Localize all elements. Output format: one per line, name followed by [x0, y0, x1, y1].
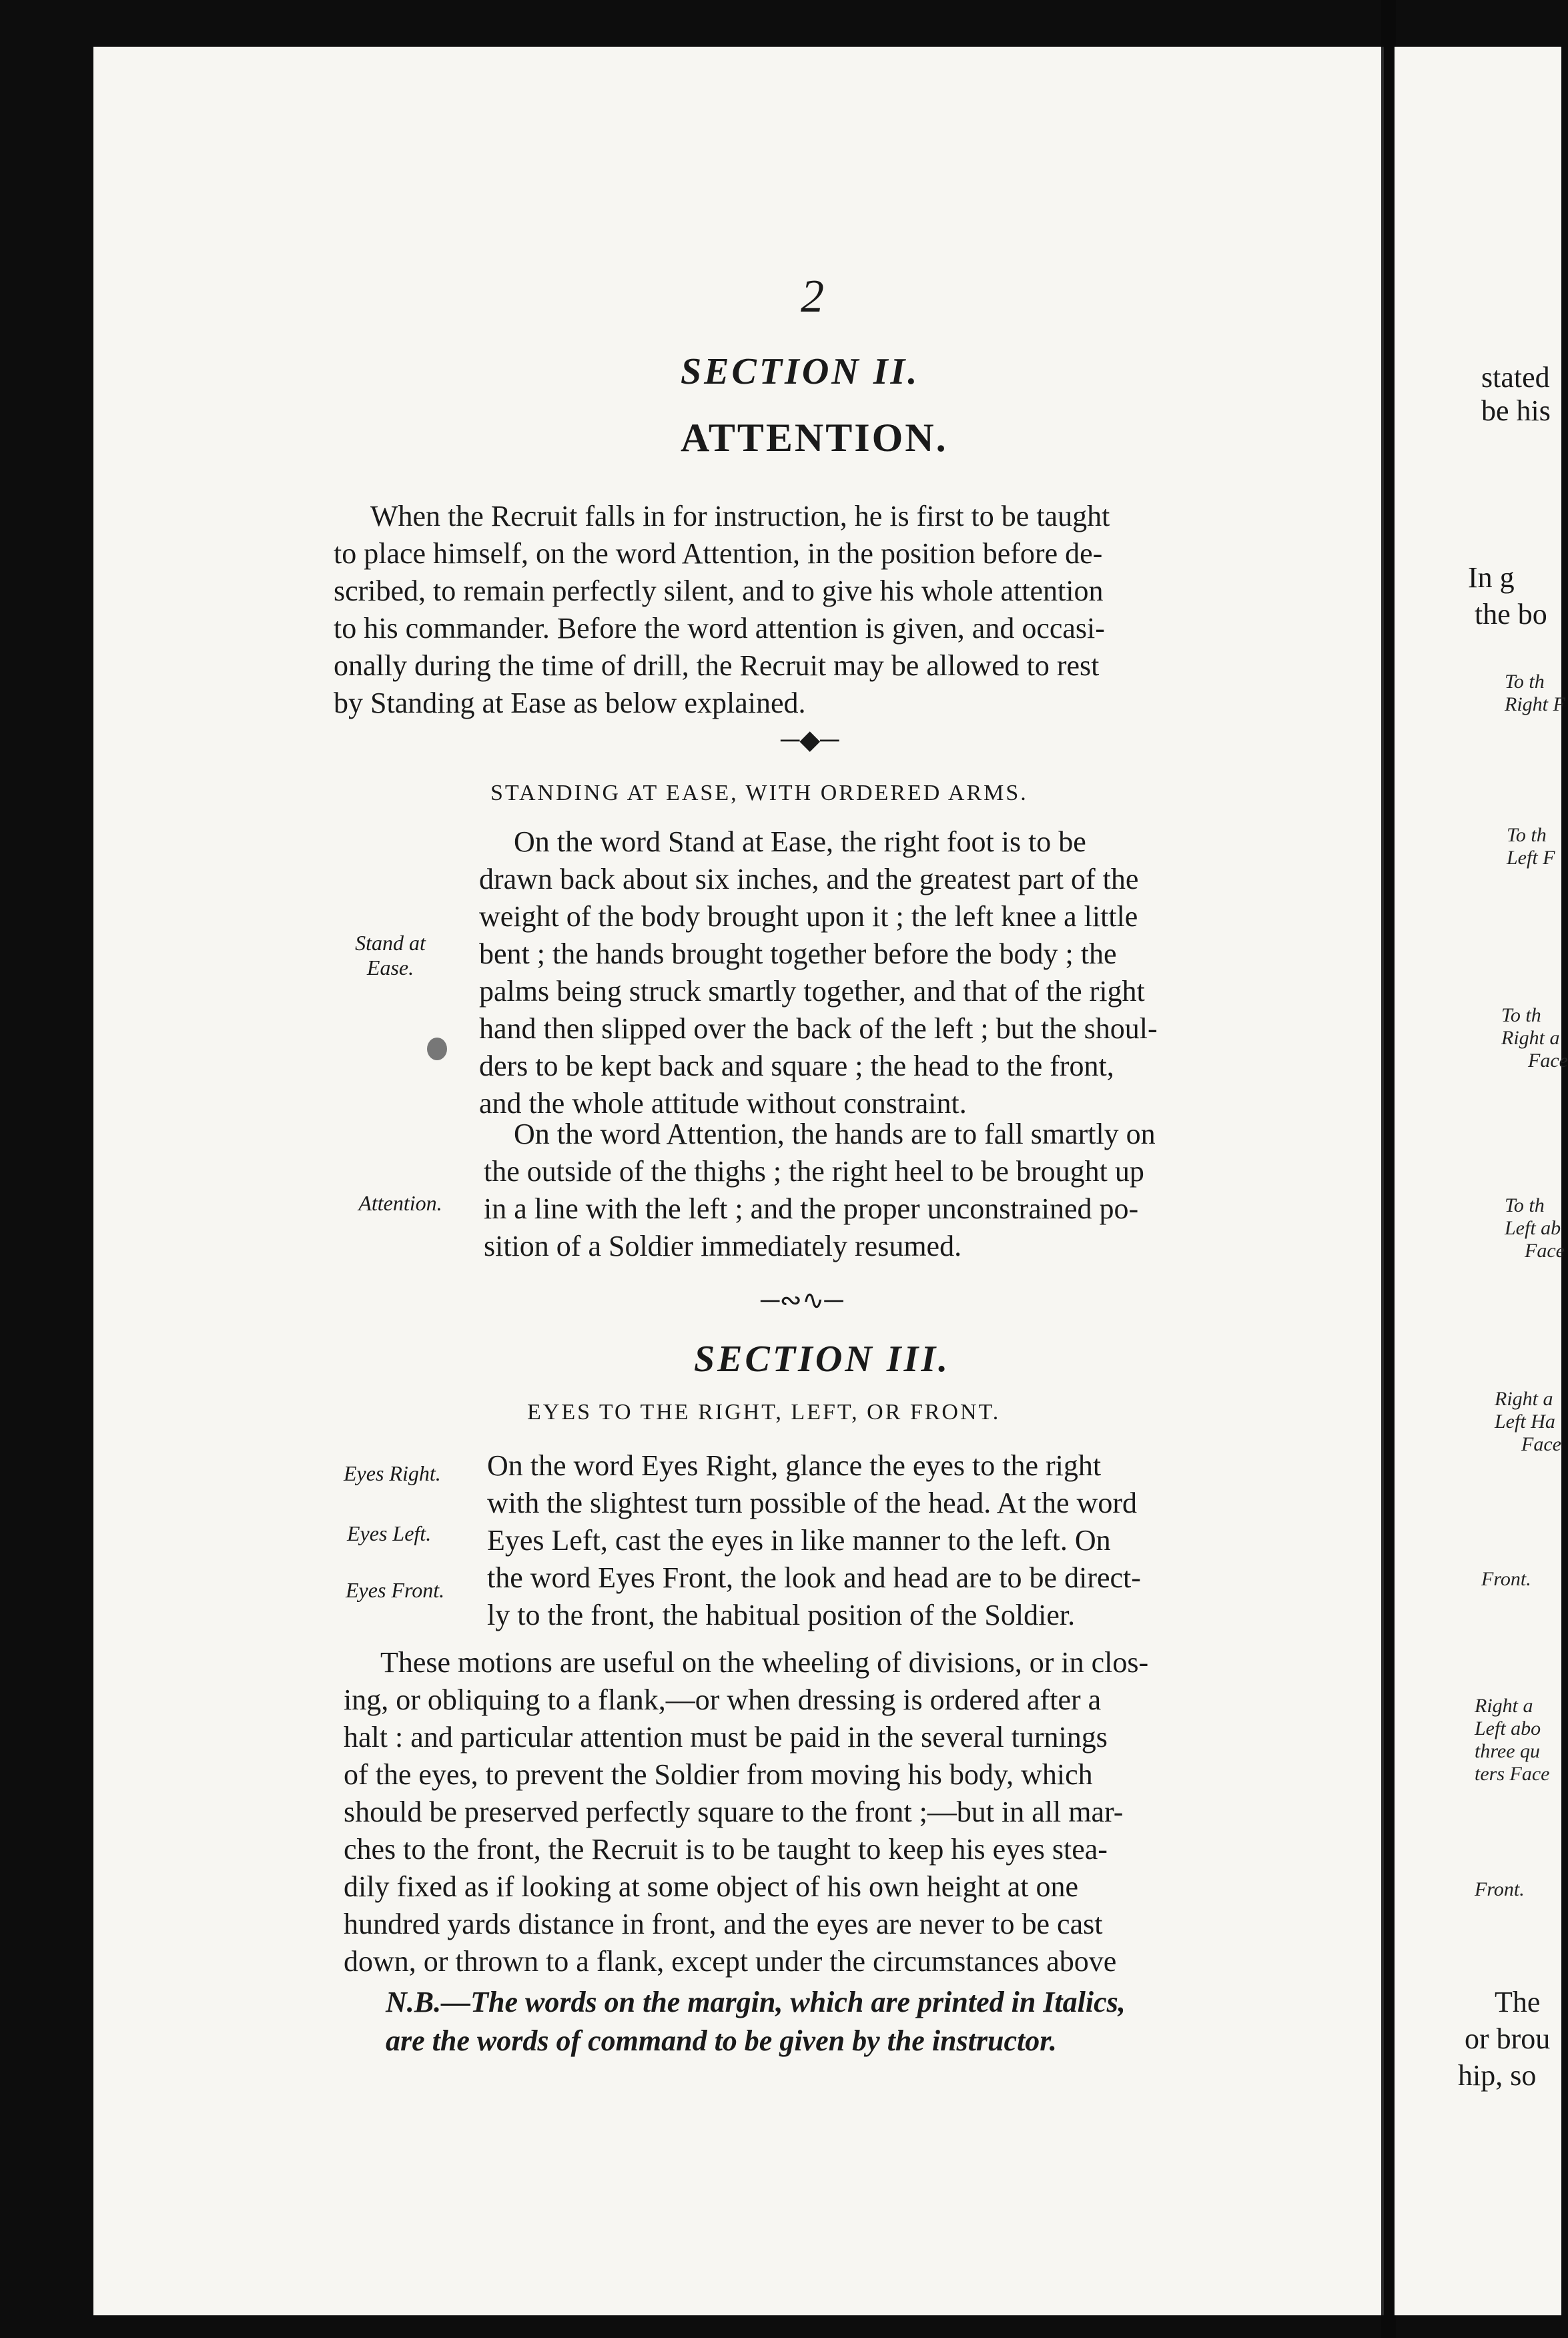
text-line: ly to the front, the habitual position of the Soldier. — [487, 1599, 1076, 1631]
margin-command: Eyes Front. — [346, 1578, 445, 1602]
margin-command: To th Left F — [1507, 824, 1555, 869]
margin-command: Eyes Right. — [344, 1461, 441, 1485]
text-line: the outside of the thighs ; the right heel to be brought up — [484, 1155, 1144, 1188]
text-line: and the whole attitude without constraint. — [479, 1087, 967, 1120]
text-line: or brou — [1465, 2022, 1551, 2055]
margin-command: To th Left ab Face — [1505, 1194, 1565, 1262]
text-line: ing, or obliquing to a flank,—or when dressing is ordered after a — [344, 1683, 1102, 1716]
text-line: to place himself, on the word Attention, in the position before de- — [334, 537, 1103, 570]
text-line: be his — [1481, 394, 1551, 427]
text-line: with the slightest turn possible of the head. At the word — [487, 1487, 1137, 1519]
text-line: palms being struck smartly together, and that of the right — [479, 975, 1145, 1008]
ornament-divider: ─◆─ — [781, 725, 839, 755]
section-heading: SECTION III. — [694, 1338, 951, 1380]
margin-command: Front. — [1481, 1568, 1531, 1590]
text-line: hip, so — [1458, 2059, 1537, 2092]
margin-command: To th Right F — [1505, 671, 1565, 715]
text-line: In g — [1468, 561, 1515, 594]
text-line: Eyes Left, cast the eyes in like manner to the left. On — [487, 1524, 1111, 1557]
text-line: stated — [1481, 361, 1550, 394]
ink-blot — [427, 1038, 447, 1060]
note-line: N.B.—The words on the margin, which are printed in Italics, — [386, 1986, 1126, 2018]
right-page — [1395, 47, 1568, 2315]
text-line: the word Eyes Front, the look and head are to be direct- — [487, 1561, 1141, 1594]
section-heading: SECTION II. — [681, 351, 920, 392]
margin-command: Front. — [1475, 1878, 1525, 1900]
text-line: of the eyes, to prevent the Soldier from moving his body, which — [344, 1758, 1093, 1791]
attention-heading: ATTENTION. — [681, 416, 948, 460]
text-line: the bo — [1475, 598, 1547, 631]
text-line: ches to the front, the Recruit is to be taught to keep his eyes stea- — [344, 1833, 1108, 1866]
text-line: bent ; the hands brought together before the body ; the — [479, 937, 1117, 970]
text-line: When the Recruit falls in for instruction, he is first to be taught — [370, 500, 1110, 532]
margin-command: Attention. — [358, 1191, 442, 1215]
note-line: are the words of command to be given by the instructor. — [386, 2024, 1057, 2057]
subsection-heading: STANDING AT EASE, WITH ORDERED ARMS. — [490, 781, 1028, 805]
text-line: drawn back about six inches, and the greatest part of the — [479, 863, 1139, 895]
text-line: onally during the time of drill, the Recruit may be allowed to rest — [334, 649, 1100, 682]
text-line: On the word Stand at Ease, the right foot is to be — [514, 825, 1086, 858]
text-line: halt : and particular attention must be paid in the several turnings — [344, 1721, 1108, 1754]
text-line: weight of the body brought upon it ; the left knee a little — [479, 900, 1138, 933]
text-line: The — [1495, 1986, 1541, 2018]
text-line: down, or thrown to a flank, except under the circumstances above — [344, 1945, 1117, 1978]
text-line: ders to be kept back and square ; the head to the front, — [479, 1050, 1114, 1082]
text-line: These motions are useful on the wheeling of divisions, or in clos- — [380, 1646, 1149, 1679]
margin-command: Eyes Left. — [347, 1521, 432, 1545]
text-line: On the word Eyes Right, glance the eyes to the right — [487, 1449, 1102, 1482]
text-line: hand then slipped over the back of the left ; but the shoul- — [479, 1012, 1158, 1045]
text-line: in a line with the left ; and the proper unconstrained po- — [484, 1192, 1139, 1225]
text-line: dily fixed as if looking at some object of his own height at one — [344, 1870, 1079, 1903]
margin-command: Right a Left Ha Face — [1495, 1388, 1561, 1455]
text-line: scribed, to remain perfectly silent, and to give his whole attention — [334, 574, 1104, 607]
text-line: to his commander. Before the word attention is given, and occasi- — [334, 612, 1105, 645]
text-line: should be preserved perfectly square to the front ;—but in all mar- — [344, 1796, 1124, 1828]
ornament-divider: ─∾∿─ — [761, 1285, 843, 1315]
page-number: 2 — [801, 271, 824, 322]
subsection-heading: EYES TO THE RIGHT, LEFT, OR FRONT. — [527, 1400, 1001, 1425]
text-line: On the word Attention, the hands are to fall smartly on — [514, 1118, 1156, 1150]
text-line: sition of a Soldier immediately resumed. — [484, 1230, 962, 1262]
text-line: hundred yards distance in front, and the eyes are never to be cast — [344, 1908, 1103, 1940]
margin-command: Stand at Ease. — [355, 931, 426, 980]
margin-command: To th Right a Face — [1501, 1004, 1568, 1072]
text-line: by Standing at Ease as below explained. — [334, 687, 806, 719]
margin-command: Right a Left abo three qu ters Face — [1475, 1695, 1550, 1785]
